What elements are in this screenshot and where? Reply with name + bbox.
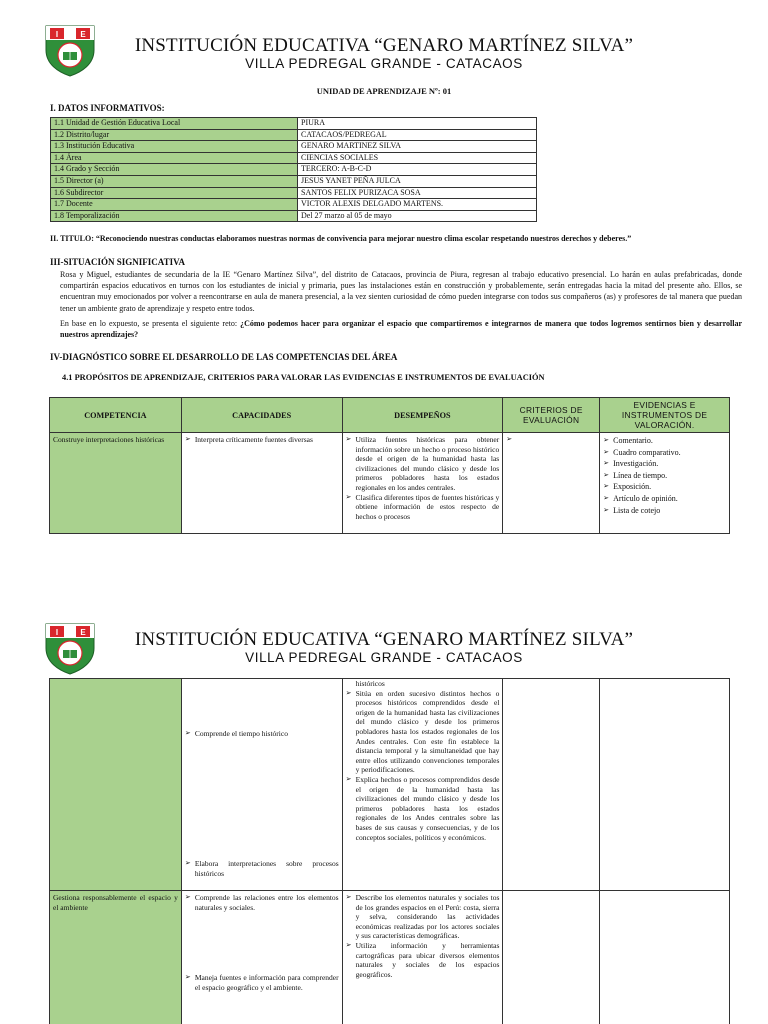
desempenos-cell — [342, 891, 503, 1024]
datos-label: 1.4 Área — [51, 152, 298, 164]
datos-row — [51, 210, 537, 222]
school-location: VILLA PEDREGAL GRANDE - CATACAOS — [245, 650, 523, 665]
evidencia-item: ➢ Línea de tiempo. — [603, 470, 726, 482]
evidencias-cell — [600, 433, 730, 534]
datos-label: 1.6 Subdirector — [51, 187, 298, 199]
evidencia-item: ➢ Investigación. — [603, 458, 726, 470]
titulo-label: II. TITULO — [50, 234, 92, 243]
competencias-table — [49, 397, 730, 534]
capacidad-cell — [181, 433, 342, 534]
evidencia-item: ➢ Lista de cotejo — [603, 505, 726, 517]
capacidad-item: ➢ Elabora interpretaciones sobre procesos históricos — [185, 859, 339, 878]
desempeno-item: ➢ Describe los elementos naturales y sociales tos de los grandes espacios en el Perú: costa, sierra y selva, considerando las actividades económicas realizadas por los actores sociales y sus características demográficas. — [346, 893, 500, 941]
propositos-heading: 4.1 PROPÓSITOS DE APRENDIZAJE, CRITERIOS PARA VALORAR LAS EVIDENCIAS E INSTRUMENTOS DE EVALUACIÓN — [62, 373, 545, 382]
criterios-cell — [503, 433, 600, 534]
datos-value: JESUS YANET PEÑA JULCA — [298, 175, 537, 187]
datos-label: 1.8 Temporalización — [51, 210, 298, 222]
reto-question: ¿Cómo podemos hacer para organizar el espacio que compartiremos e integrarnos de manera que todos logremos sentirnos bien y desarrollar nuestros aprendizajes? — [60, 319, 742, 340]
school-location: VILLA PEDREGAL GRANDE - CATACAOS — [245, 56, 523, 71]
datos-value: Del 27 marzo al 05 de mayo — [298, 210, 537, 222]
capacidad-item: ➢ Maneja fuentes e información para comprender el espacio geográfico y el ambiente. — [185, 973, 339, 992]
capacidad-item: ➢ Comprende las relaciones entre los elementos naturales y sociales. — [185, 893, 339, 912]
page-2 — [0, 610, 768, 1024]
capacidades-cell — [181, 679, 342, 891]
titulo-section — [50, 233, 742, 244]
datos-label: 1.3 Institución Educativa — [51, 141, 298, 153]
desempeno-fragment: históricos — [355, 679, 385, 688]
competencia-cell — [50, 679, 182, 891]
datos-label: 1.1 Unidad de Gestión Educativa Local — [51, 118, 298, 130]
desempeno-item: ➢ Clasifica diferentes tipos de fuentes históricas y obtiene información de estos respecto de hechos o procesos — [346, 493, 500, 522]
desempenos-cell — [342, 679, 503, 891]
unit-title: UNIDAD DE APRENDIZAJE Nº: 01 — [316, 86, 452, 96]
evidencia-item: ➢ Comentario. — [603, 435, 726, 447]
competencia-cell: Gestiona responsablemente el espacio y el ambiente — [50, 891, 182, 1024]
datos-heading: I. DATOS INFORMATIVOS: — [50, 103, 165, 113]
logo-letter-e: E — [80, 628, 86, 637]
evidencia-item: ➢ Exposición. — [603, 481, 726, 493]
logo-letter-i: I — [55, 30, 59, 39]
titulo-text: : “Reconociendo nuestras conductas elaboramos nuestras normas de convivencia para mejorar nuestro clima escolar respetando nuestros derechos y deberes.” — [91, 234, 632, 243]
desempeno-item: ➢ Sitúa en orden sucesivo distintos hechos o procesos históricos comprendidos desde el origen de la humanidad hasta las civilizaciones del mundo clásico y desde los primeros pobladores hasta los estados regionales de los Andes centrales. Con este fin establece la distancia temporal y la simultaneidad que hay entre ellos utilizando convenciones temporales y periodificaciones. — [346, 689, 500, 775]
header-evidencias: EVIDENCIAS E INSTRUMENTOS DE VALORACIÓN. — [600, 398, 730, 433]
logo-letter-i: I — [55, 628, 59, 637]
criterios-cell — [503, 891, 600, 1024]
criterios-cell — [503, 679, 600, 891]
evidencia-item: ➢ Artículo de opinión. — [603, 493, 726, 505]
datos-value: SANTOS FELIX PURIZACA SOSA — [298, 187, 537, 199]
desempenos-cell — [342, 433, 503, 534]
evidencias-cell — [600, 891, 730, 1024]
datos-value: PIURA — [298, 118, 537, 130]
desempeno-item: ➢ Utiliza información y herramientas cartográficas para ubicar diversos elementos naturales y sociales de los espacios geográficos. — [346, 941, 500, 979]
header-capacidades: CAPACIDADES — [181, 398, 342, 433]
datos-value: TERCERO: A-B-C-D — [298, 164, 537, 176]
reto-paragraph — [60, 318, 742, 340]
evidencia-item: ➢ Cuadro comparativo. — [603, 447, 726, 459]
datos-row — [51, 175, 537, 187]
datos-label: 1.5 Director (a) — [51, 175, 298, 187]
school-name: INSTITUCIÓN EDUCATIVA “GENARO MARTÍNEZ SILVA” — [134, 629, 634, 650]
diagnostico-heading: IV-DIAGNÓSTICO SOBRE EL DESARROLLO DE LAS COMPETENCIAS DEL ÁREA — [50, 352, 398, 362]
datos-label: 1.7 Docente — [51, 199, 298, 211]
datos-row — [51, 129, 537, 141]
header-competencia: COMPETENCIA — [50, 398, 182, 433]
datos-row — [51, 118, 537, 130]
datos-row — [51, 152, 537, 164]
datos-label: 1.4 Grado y Sección — [51, 164, 298, 176]
datos-value: GENARO MARTINEZ SILVA — [298, 141, 537, 153]
desempeno-item: ➢ Utiliza fuentes históricas para obtener información sobre un hecho o proceso histórico desde el origen de la humanidad hasta las civilizaciones del mundo clásico y desde los primeros pobladores hasta los estados regionales en los andes centrales. — [346, 435, 500, 493]
datos-value: VICTOR ALEXIS DELGADO MARTENS. — [298, 199, 537, 211]
situacion-paragraph: Rosa y Miguel, estudiantes de secundaria de la IE “Genaro Martínez Silva”, del distrito de Catacaos, provincia de Piura, regresan al trabajo educativo presencial. Lo harán en aulas prefabricadas, donde compartirán espacios educativos en turnos con los estudiantes de inicial y primaria, pues las instalaciones están en construcción y probablemente, serán entregadas hacia la mitad del presente año. Ellos, se encuentran muy emocionados por volver a reencontrarse en aula de manera presencial, a la vez sienten curiosidad de cómo pueden integrarse con todos sus compañeros (as) y profesores de tal manera que puedan tener un ambiente grato de aprendizaje y respeto entre todos. — [60, 270, 742, 313]
situacion-heading: III-SITUACIÓN SIGNIFICATIVA — [50, 257, 185, 267]
datos-row — [51, 199, 537, 211]
capacidad-item: ➢ Comprende el tiempo histórico — [185, 729, 339, 739]
competencias-table-continued — [49, 678, 730, 1024]
capacidad-item: ➢ Interpreta críticamente fuentes diversas — [185, 435, 339, 445]
datos-table — [50, 117, 537, 222]
capacidades-cell — [181, 891, 342, 1024]
datos-value: CATACAOS/PEDREGAL — [298, 129, 537, 141]
reto-intro: En base en lo expuesto, se presenta el siguiente reto: — [60, 319, 241, 328]
datos-row — [51, 141, 537, 153]
header-criterios: CRITERIOS DE EVALUACIÓN — [503, 398, 600, 433]
datos-label: 1.2 Distrito/lugar — [51, 129, 298, 141]
datos-row — [51, 187, 537, 199]
school-name: INSTITUCIÓN EDUCATIVA “GENARO MARTÍNEZ SILVA” — [134, 35, 634, 56]
desempeno-item: ➢ Explica hechos o procesos comprendidos desde el origen de la humanidad hasta las civilizaciones del mundo clásico y desde los primeros pobladores hasta los estados regionales de los Andes centrales sobre las bases de sus causas y consecuencias, y de los conceptos sociales, políticos y económicos. — [346, 775, 500, 842]
evidencias-cell — [600, 679, 730, 891]
datos-value: CIENCIAS SOCIALES — [298, 152, 537, 164]
competencia-cell: Construye interpretaciones históricas — [50, 433, 182, 534]
page-gap — [0, 552, 768, 610]
datos-row — [51, 164, 537, 176]
header-desempenos: DESEMPEÑOS — [342, 398, 503, 433]
logo-letter-e: E — [80, 30, 86, 39]
